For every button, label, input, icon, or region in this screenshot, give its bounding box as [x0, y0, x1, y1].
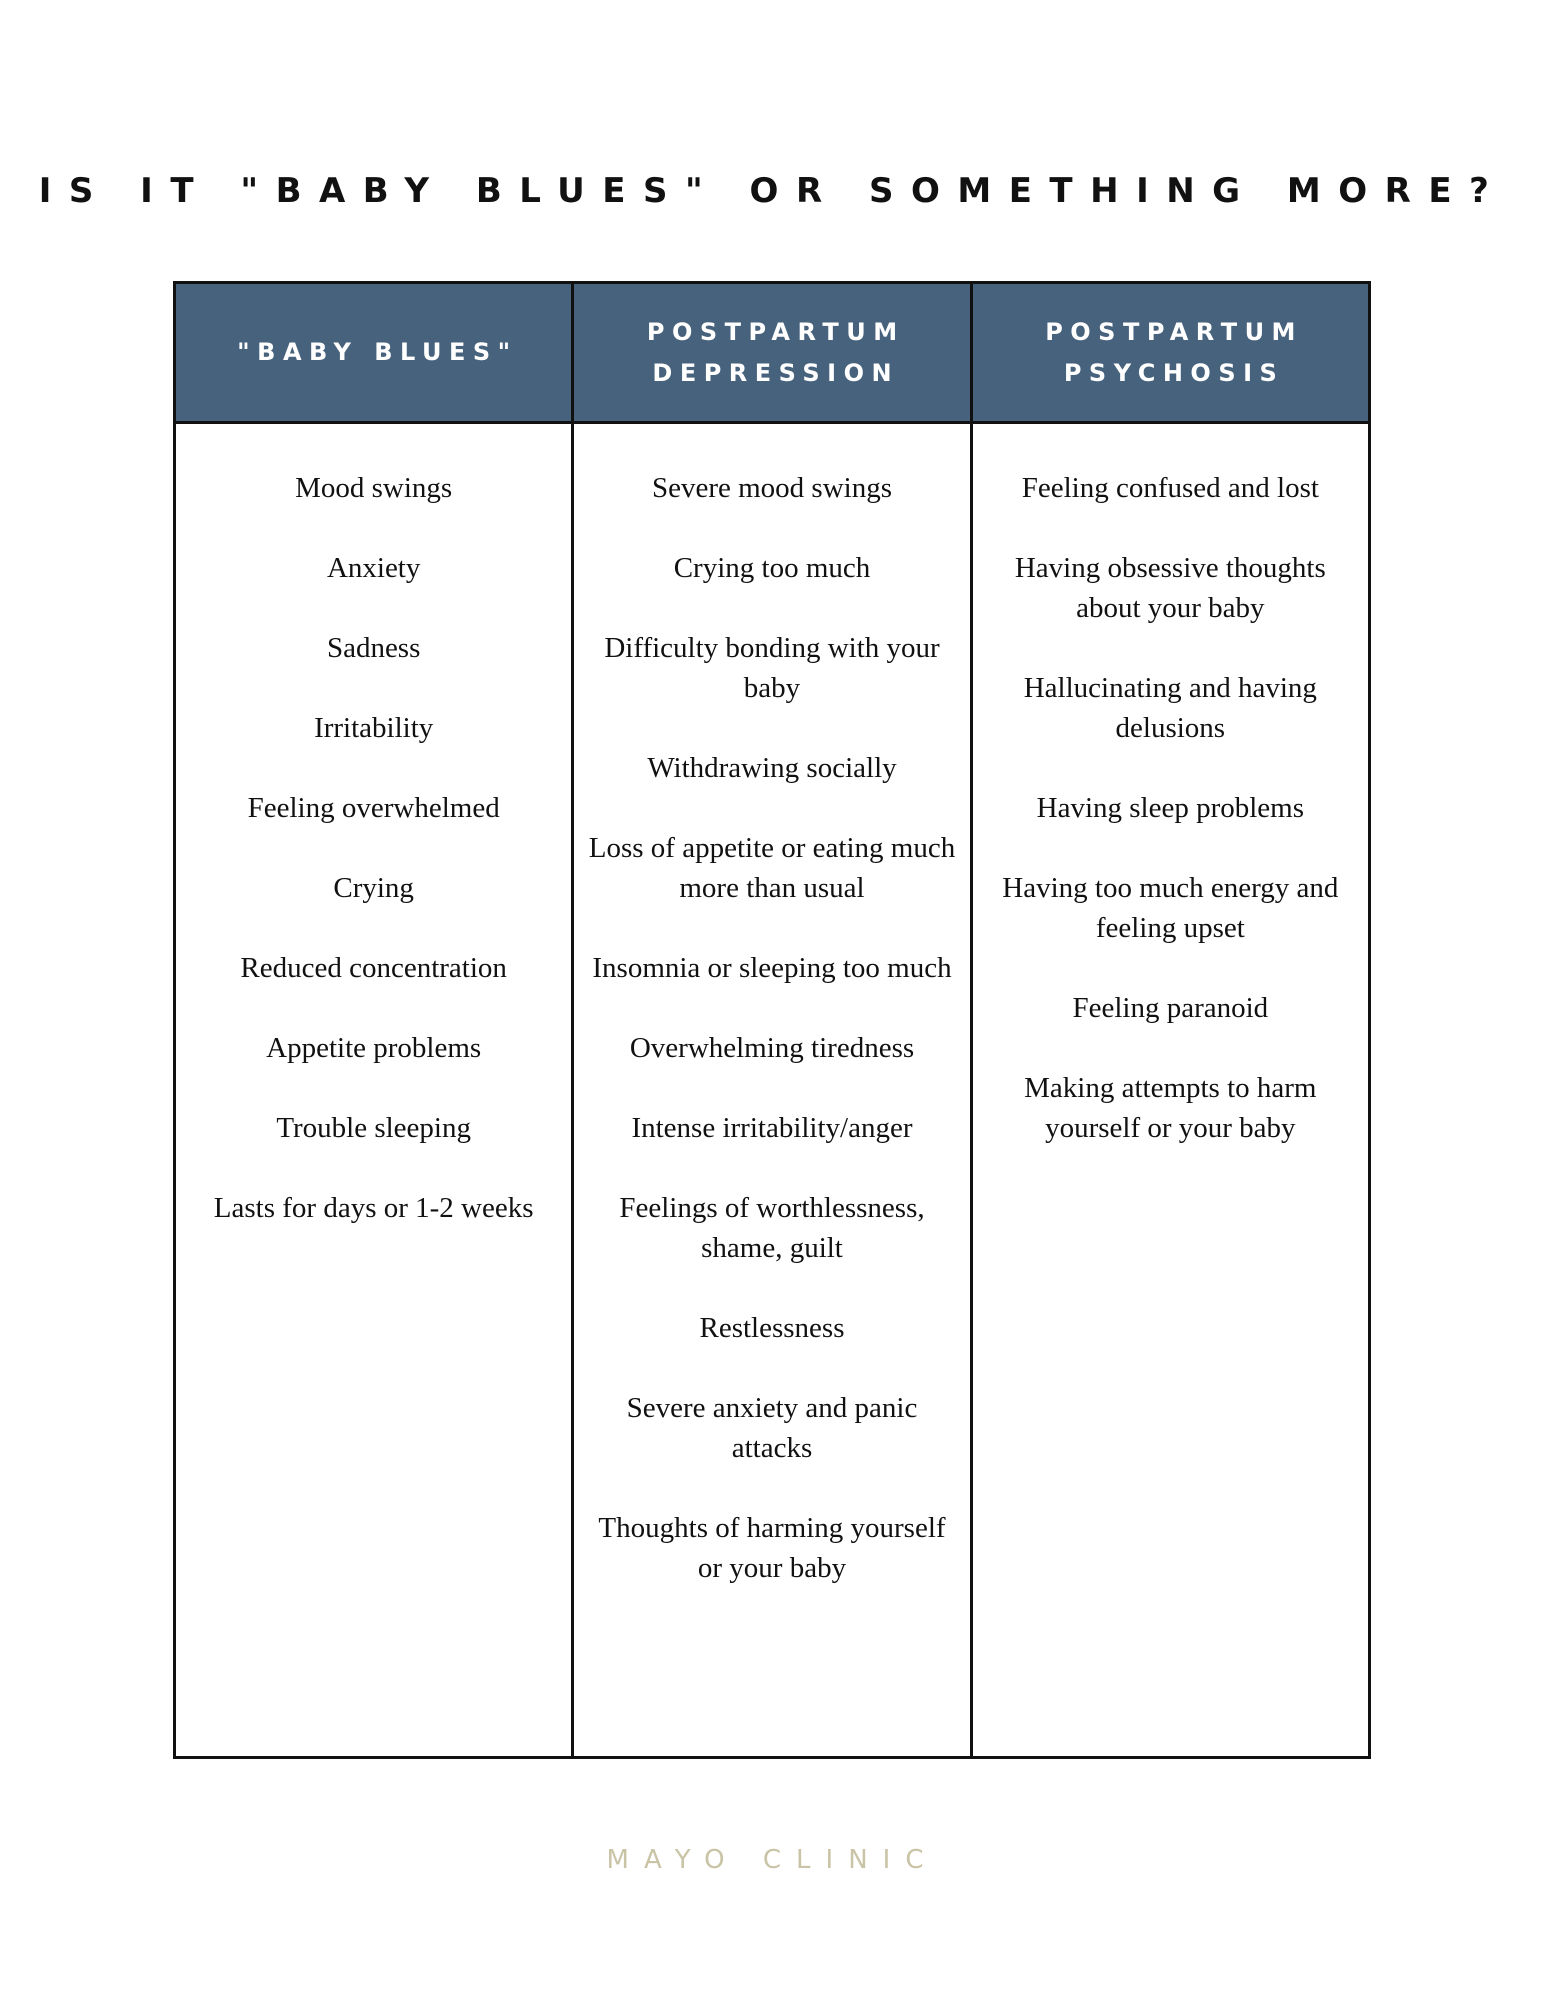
symptom-item: Thoughts of harming yourself or your baby [598, 1512, 946, 1584]
header-line: DEPRESSION [652, 358, 900, 387]
column-postpartum-psychosis [970, 284, 1368, 1756]
symptom-item: Feeling overwhelmed [247, 792, 500, 824]
symptom-list-postpartum-depression [574, 424, 969, 1756]
symptom-item: Overwhelming tiredness [629, 1032, 915, 1064]
symptom-item: Reduced concentration [240, 952, 507, 984]
symptom-list-postpartum-psychosis [973, 424, 1368, 1756]
symptom-item: Feeling paranoid [1072, 992, 1269, 1024]
symptom-item: Lasts for days or 1-2 weeks [213, 1192, 534, 1224]
symptom-item: Intense irritability/anger [631, 1112, 913, 1144]
symptom-item: Withdrawing socially [647, 752, 897, 784]
symptom-item: Severe anxiety and panic attacks [626, 1392, 918, 1464]
symptom-item: Appetite problems [266, 1032, 482, 1064]
symptom-item: Having too much energy and feeling upset [1002, 872, 1339, 944]
header-line: "BABY BLUES" [237, 338, 518, 366]
footer-brand: MAYO CLINIC [606, 1845, 939, 1875]
column-header-postpartum-psychosis [973, 284, 1368, 424]
page-title: IS IT "BABY BLUES" OR SOMETHING MORE? [38, 170, 1507, 211]
symptom-item: Having obsessive thoughts about your baby [1014, 552, 1326, 624]
column-postpartum-depression [571, 284, 969, 1756]
symptom-item: Sadness [326, 632, 421, 664]
symptom-list-baby-blues [176, 424, 571, 1756]
symptom-item: Loss of appetite or eating much more than usual [588, 832, 956, 904]
symptom-item: Trouble sleeping [276, 1112, 471, 1144]
header-line: POSTPARTUM [1045, 317, 1303, 346]
header-line: PSYCHOSIS [1063, 358, 1285, 387]
symptom-item: Insomnia or sleeping too much [592, 952, 952, 984]
symptom-item: Severe mood swings [651, 472, 892, 504]
header-line: POSTPARTUM [646, 317, 905, 346]
symptom-item: Feeling confused and lost [1021, 472, 1319, 504]
symptom-item: Feelings of worthlessness, shame, guilt [619, 1192, 925, 1264]
column-header-postpartum-depression [574, 284, 969, 424]
symptom-item: Having sleep problems [1036, 792, 1305, 824]
symptom-item: Restlessness [699, 1312, 845, 1344]
symptom-item: Difficulty bonding with your baby [604, 632, 940, 704]
symptom-item: Hallucinating and having delusions [1023, 672, 1317, 744]
comparison-table [173, 281, 1371, 1759]
symptom-item: Crying [333, 872, 414, 904]
column-header-baby-blues [176, 284, 571, 424]
symptom-item: Making attempts to harm yourself or your baby [1024, 1072, 1317, 1144]
symptom-item: Anxiety [326, 552, 421, 584]
column-baby-blues [176, 284, 571, 1756]
symptom-item: Irritability [314, 712, 434, 744]
symptom-item: Crying too much [673, 552, 871, 584]
symptom-item: Mood swings [295, 472, 453, 504]
